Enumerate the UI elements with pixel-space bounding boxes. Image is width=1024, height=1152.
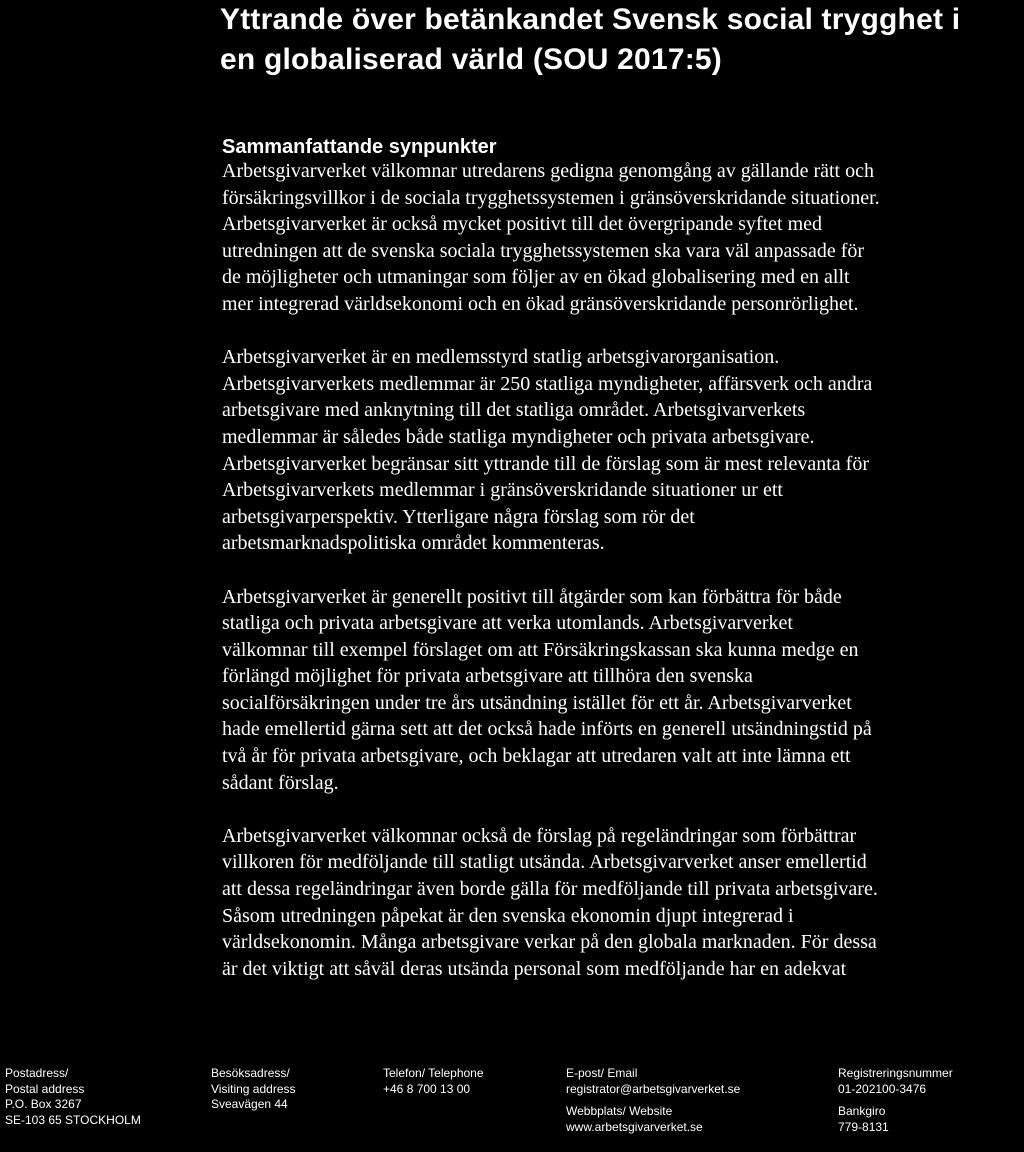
paragraph-accompanying	[222, 823, 1017, 983]
text-line: arbetsgivare med anknytning till det statliga området. Arbetsgivarverkets	[222, 399, 806, 422]
footer-email	[566, 1066, 740, 1135]
text-line: Arbetsgivarverket begränsar sitt yttrande till de förslag som är mest relevanta för	[222, 452, 869, 475]
text-line: statliga och privata arbetsgivare att verka utomlands. Arbetsgivarverket	[222, 612, 793, 635]
paragraph-organisation	[222, 344, 1017, 557]
footer-postal-address	[5, 1066, 141, 1128]
text-line: Arbetsgivarverket välkomnar utredarens gedigna genomgång av gällande rätt och	[222, 160, 874, 182]
text-line: arbetsmarknadspolitiska området kommenteras.	[222, 532, 605, 555]
title-line: Yttrande över betänkandet Svensk social trygghet i	[220, 3, 961, 36]
paragraph-abroad	[222, 584, 1017, 797]
footer-label: Bankgiro	[838, 1104, 886, 1118]
text-line: Arbetsgivarverket välkomnar också de förslag på regeländringar som förbättrar	[222, 824, 857, 847]
website-url: www.arbetsgivarverket.se	[566, 1119, 703, 1134]
paragraph-summary	[222, 158, 1017, 318]
text-line: förlängd möjlighet för privata arbetsgivare att tillhöra den svenska	[222, 665, 753, 688]
visiting-street: Sveavägen 44	[211, 1097, 288, 1111]
footer-label: Webbplats/ Website	[566, 1104, 673, 1118]
text-line: medlemmar är således både statliga myndigheter och privata arbetsgivare.	[222, 425, 815, 448]
footer-label: Postadress/	[5, 1066, 69, 1080]
text-line: mer integrerad världsekonomi och en ökad gränsöverskridande personrörlighet.	[222, 292, 859, 315]
footer-label: Registreringsnummer	[838, 1066, 953, 1080]
footer-visiting-address	[211, 1066, 296, 1113]
footer-label: Telefon/ Telephone	[383, 1066, 484, 1080]
email-address: registrator@arbetsgivarverket.se	[566, 1081, 741, 1096]
section-heading: Sammanfattande synpunkter	[222, 136, 497, 158]
text-line: hade emellertid gärna sett att det också hade införts en generell utsändningstid på	[222, 718, 872, 741]
document-body	[222, 158, 1017, 1009]
footer-phone	[383, 1066, 484, 1097]
footer-label: Postal address	[5, 1081, 85, 1096]
text-line: arbetsgivarperspektiv. Ytterligare några förslag som rör det	[222, 505, 695, 528]
text-line: Arbetsgivarverket är generellt positivt till åtgärder som kan förbättra för både	[222, 585, 842, 608]
postal-box: P.O. Box 3267	[5, 1097, 82, 1111]
document-title	[220, 0, 1020, 80]
text-line: välkomnar till exempel förslaget om att Försäkringskassan ska kunna medge en	[222, 638, 859, 661]
text-line: socialförsäkringen under tre års utsändning istället för ett år. Arbetsgivarverket	[222, 691, 852, 714]
text-line: Arbetsgivarverket är en medlemsstyrd statlig arbetsgivarorganisation.	[222, 346, 780, 369]
registration-number: 01-202100-3476	[838, 1081, 927, 1096]
text-line: att dessa regeländringar även borde gälla för medföljande till privata arbetsgivare.	[222, 878, 878, 901]
text-line: villkoren för medföljande till statligt utsända. Arbetsgivarverket anser emellertid	[222, 851, 867, 874]
bankgiro-number: 779-8131	[838, 1119, 889, 1134]
footer-label: Visiting address	[211, 1081, 296, 1096]
text-line: utredningen att de svenska sociala trygghetssystemen ska vara väl anpassade för	[222, 239, 865, 262]
text-line: är det viktigt att såväl deras utsända personal som medföljande har en adekvat	[222, 957, 847, 980]
postal-city: SE-103 65 STOCKHOLM	[5, 1112, 141, 1127]
text-line: Arbetsgivarverkets medlemmar är 250 statliga myndigheter, affärsverk och andra	[222, 372, 873, 395]
text-line: Arbetsgivarverket är också mycket positivt till det övergripande syftet med	[222, 213, 823, 236]
text-line: världsekonomin. Många arbetsgivare verkar på den globala marknaden. För dessa	[222, 931, 877, 954]
text-line: två år för privata arbetsgivare, och beklagar att utredaren valt att inte lämna ett	[222, 745, 851, 768]
text-line: sådant förslag.	[222, 771, 339, 794]
letterhead-footer	[0, 1066, 1024, 1152]
text-line: Arbetsgivarverkets medlemmar i gränsöverskridande situationer ur ett	[222, 479, 783, 502]
footer-registration	[838, 1066, 953, 1135]
footer-label: Besöksadress/	[211, 1066, 290, 1080]
phone-number: +46 8 700 13 00	[383, 1081, 471, 1096]
text-line: försäkringsvillkor i de sociala trygghetssystemen i gränsöverskridande situationer.	[222, 186, 880, 209]
footer-label: E-post/ Email	[566, 1066, 638, 1080]
title-line: en globaliserad värld (SOU 2017:5)	[220, 43, 722, 76]
text-line: de möjligheter och utmaningar som följer av en ökad globalisering med en allt	[222, 266, 850, 289]
text-line: Såsom utredningen påpekat är den svenska ekonomin djupt integrerad i	[222, 904, 794, 927]
